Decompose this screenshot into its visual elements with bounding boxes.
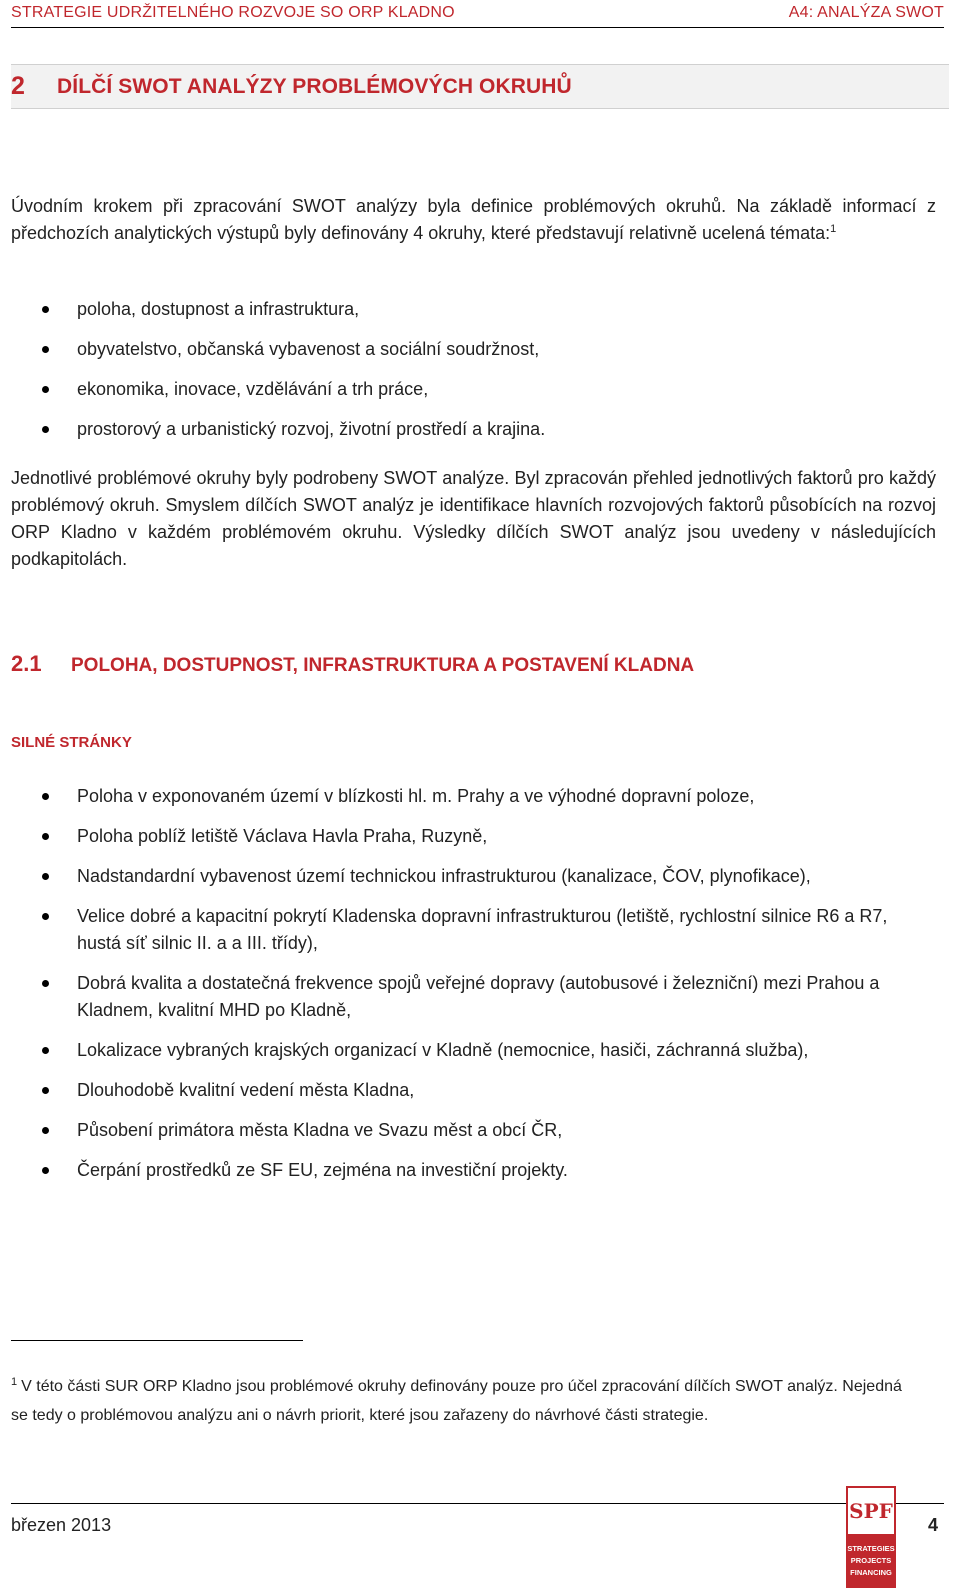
footnote-divider: [11, 1340, 303, 1341]
bullet-icon: [42, 873, 49, 880]
page-number: 4: [927, 1515, 938, 1535]
list-item-text: Dobrá kvalita a dostatečná frekvence spojů veřejné dopravy (autobusové i železniční) mezi Prahou a Kladnem, kvalitní MHD po Kladně,: [77, 973, 880, 1020]
bullet-icon: [42, 833, 49, 840]
list-item-text: Poloha v exponovaném území v blízkosti hl. m. Prahy a ve výhodné dopravní poloze,: [77, 786, 755, 806]
bullet-icon: [42, 1127, 49, 1134]
logo-word: PROJECTS: [850, 1556, 892, 1565]
logo-mark: SPF: [846, 1486, 896, 1536]
list-item: [11, 376, 936, 403]
spf-logo: [846, 1486, 896, 1590]
intro-paragraph: [11, 193, 936, 247]
bullet-icon: [42, 913, 49, 920]
list-item: [11, 783, 936, 810]
list-item: [11, 1117, 936, 1144]
chapter-number: 2: [11, 72, 25, 100]
bullet-icon: [42, 793, 49, 800]
bullet-icon: [42, 980, 49, 987]
list-item-text: Lokalizace vybraných krajských organizací v Kladně (nemocnice, hasiči, záchranná služba),: [77, 1040, 809, 1060]
footnote: [11, 1372, 921, 1430]
footnote-reference[interactable]: 1: [830, 223, 837, 235]
logo-word: STRATEGIES: [847, 1544, 895, 1553]
chapter-title: DÍLČÍ SWOT ANALÝZY PROBLÉMOVÝCH OKRUHŮ: [57, 74, 572, 98]
list-item: [11, 903, 936, 957]
list-item-text: Působení primátora města Kladna ve Svazu měst a obcí ČR,: [77, 1120, 563, 1140]
list-item-text: Poloha poblíž letiště Václava Havla Praha, Ruzyně,: [77, 826, 488, 846]
list-item-text: Čerpání prostředků ze SF EU, zejména na investiční projekty.: [77, 1160, 568, 1180]
bullet-icon: [42, 1167, 49, 1174]
header-document-title: STRATEGIE UDRŽITELNÉHO ROZVOJE SO ORP KLADNO: [11, 4, 455, 21]
section-title: POLOHA, DOSTUPNOST, INFRASTRUKTURA A POSTAVENÍ KLADNA: [71, 655, 695, 676]
summary-paragraph: [11, 465, 936, 573]
chapter-heading: [11, 64, 949, 109]
list-item-text: poloha, dostupnost a infrastruktura,: [77, 299, 360, 319]
topic-list: [11, 296, 936, 443]
bullet-icon: [42, 1087, 49, 1094]
list-item: [11, 1077, 936, 1104]
strengths-heading: SILNÉ STRÁNKY: [11, 734, 132, 751]
bullet-icon: [42, 426, 49, 433]
list-item-text: Velice dobré a kapacitní pokrytí Kladenska dopravní infrastrukturou (letiště, rychlostní silnice R6 a R7, hustá síť silnic II. a a III. třídy),: [77, 906, 888, 953]
list-item: [11, 1037, 936, 1064]
list-item: [11, 296, 936, 323]
list-item: [11, 1157, 936, 1184]
bullet-icon: [42, 306, 49, 313]
list-item: [11, 863, 936, 890]
list-item-text: prostorový a urbanistický rozvoj, životní prostředí a krajina.: [77, 419, 546, 439]
footnote-text: V této části SUR ORP Kladno jsou problémové okruhy definovány pouze pro účel zpracování dílčích SWOT analýz. Nejedná se tedy o problémovou analýzu ani o návrh priorit, které jsou zařazeny do návrhové části strategie.: [11, 1378, 902, 1424]
section-number: 2.1: [11, 651, 42, 676]
summary-text: Jednotlivé problémové okruhy byly podrobeny SWOT analýze. Byl zpracován přehled jednotlivých faktorů pro každý problémový okruh. Smyslem dílčích SWOT analýz je identifikace hlavních rozvojových faktorů působících na rozvoj ORP Kladno v každém problémovém okruhu. Výsledky dílčích SWOT analýz jsou uvedeny v následujících podkapitolách.: [11, 468, 936, 569]
intro-text: Úvodním krokem při zpracování SWOT analýzy byla definice problémových okruhů. Na základě informací z předchozích analytických výstupů byly definovány 4 okruhy, které představují relativně ucelená témata:: [11, 196, 936, 243]
section-heading: [11, 651, 694, 681]
logo-words: [846, 1536, 896, 1588]
header-divider: [11, 27, 944, 28]
bullet-icon: [42, 346, 49, 353]
strengths-list: [11, 783, 936, 1184]
bullet-icon: [42, 386, 49, 393]
logo-word: FINANCING: [850, 1568, 892, 1577]
list-item-text: obyvatelstvo, občanská vybavenost a sociální soudržnost,: [77, 339, 540, 359]
list-item: [11, 336, 936, 363]
list-item-text: Nadstandardní vybavenost území technickou infrastrukturou (kanalizace, ČOV, plynofikace),: [77, 866, 811, 886]
list-item: [11, 970, 936, 1024]
header-section-title: A4: ANALÝZA SWOT: [788, 4, 944, 21]
list-item: [11, 416, 936, 443]
running-header: [11, 0, 944, 26]
list-item: [11, 823, 936, 850]
footnote-mark: 1: [11, 1375, 18, 1388]
bullet-icon: [42, 1047, 49, 1054]
list-item-text: ekonomika, inovace, vzdělávání a trh práce,: [77, 379, 429, 399]
list-item-text: Dlouhodobě kvalitní vedení města Kladna,: [77, 1080, 415, 1100]
footer-date: březen 2013: [11, 1515, 112, 1535]
footer-divider: [11, 1503, 944, 1504]
